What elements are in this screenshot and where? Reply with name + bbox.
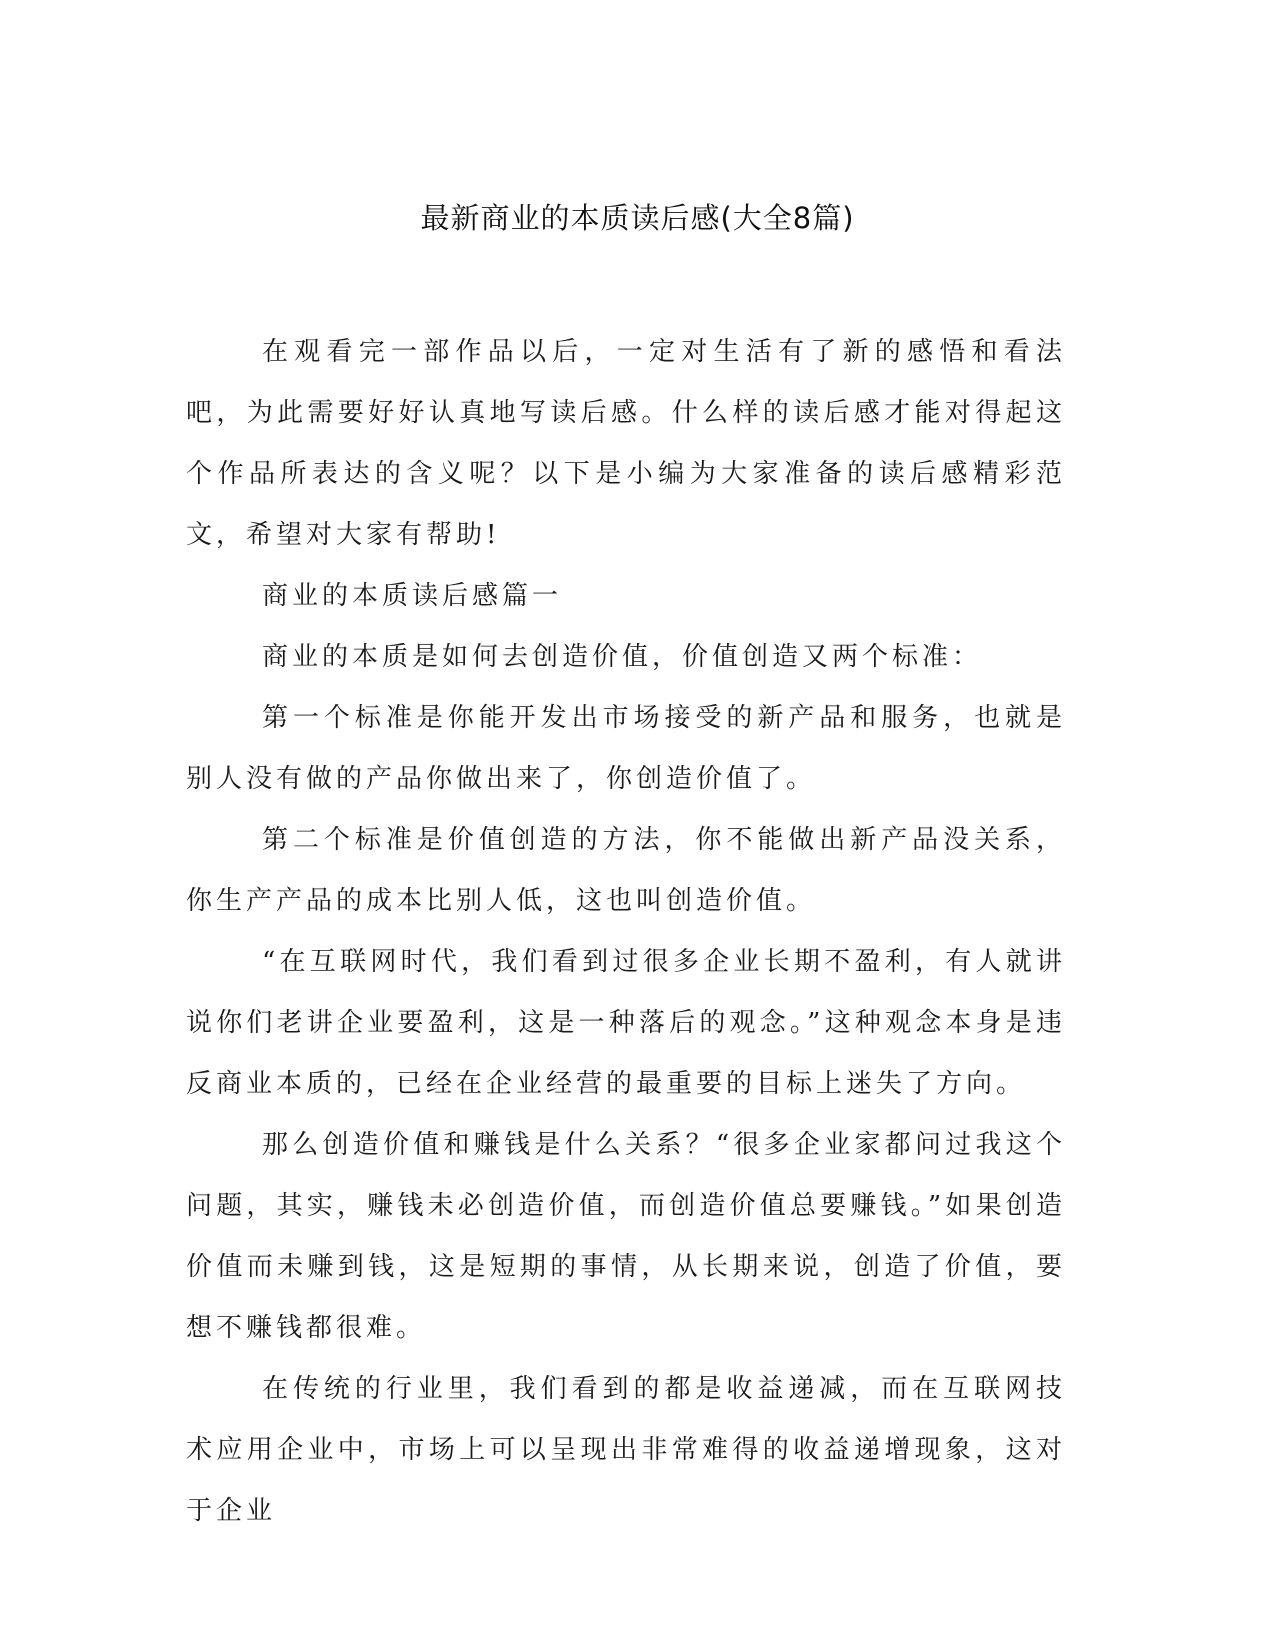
document-title: 最新商业的本质读后感(大全8篇) — [420, 201, 855, 235]
paragraph: 第二个标准是价值创造的方法，你不能做出新产品没关系，你生产产品的成本比别人低，这也叫创造价值。 — [186, 825, 1066, 916]
document-body — [186, 322, 1066, 1542]
paragraph: 在传统的行业里，我们看到的都是收益递减，而在互联网技术应用企业中，市场上可以呈现出非常难得的收益递增现象，这对于企业 — [186, 1374, 1066, 1526]
section-heading: 商业的本质读后感篇一 — [262, 581, 563, 611]
paragraph: “在互联网时代，我们看到过很多企业长期不盈利，有人就讲说你们老讲企业要盈利，这是一种落后的观念。”这种观念本身是违反商业本质的，已经在企业经营的最重要的目标上迷失了方向。 — [186, 947, 1066, 1099]
paragraph: 那么创造价值和赚钱是什么关系？“很多企业家都问过我这个问题，其实，赚钱未必创造价值，而创造价值总要赚钱。”如果创造价值而未赚到钱，这是短期的事情，从长期来说，创造了价值，要想不赚钱都很难。 — [186, 1130, 1066, 1343]
paragraph-intro: 在观看完一部作品以后，一定对生活有了新的感悟和看法吧，为此需要好好认真地写读后感。什么样的读后感才能对得起这个作品所表达的含义呢？以下是小编为大家准备的读后感精彩范文，希望对大家有帮助! — [186, 337, 1066, 550]
paragraph: 商业的本质是如何去创造价值，价值创造又两个标准： — [262, 642, 983, 672]
paragraph: 第一个标准是你能开发出市场接受的新产品和服务，也就是别人没有做的产品你做出来了，你创造价值了。 — [186, 703, 1066, 794]
